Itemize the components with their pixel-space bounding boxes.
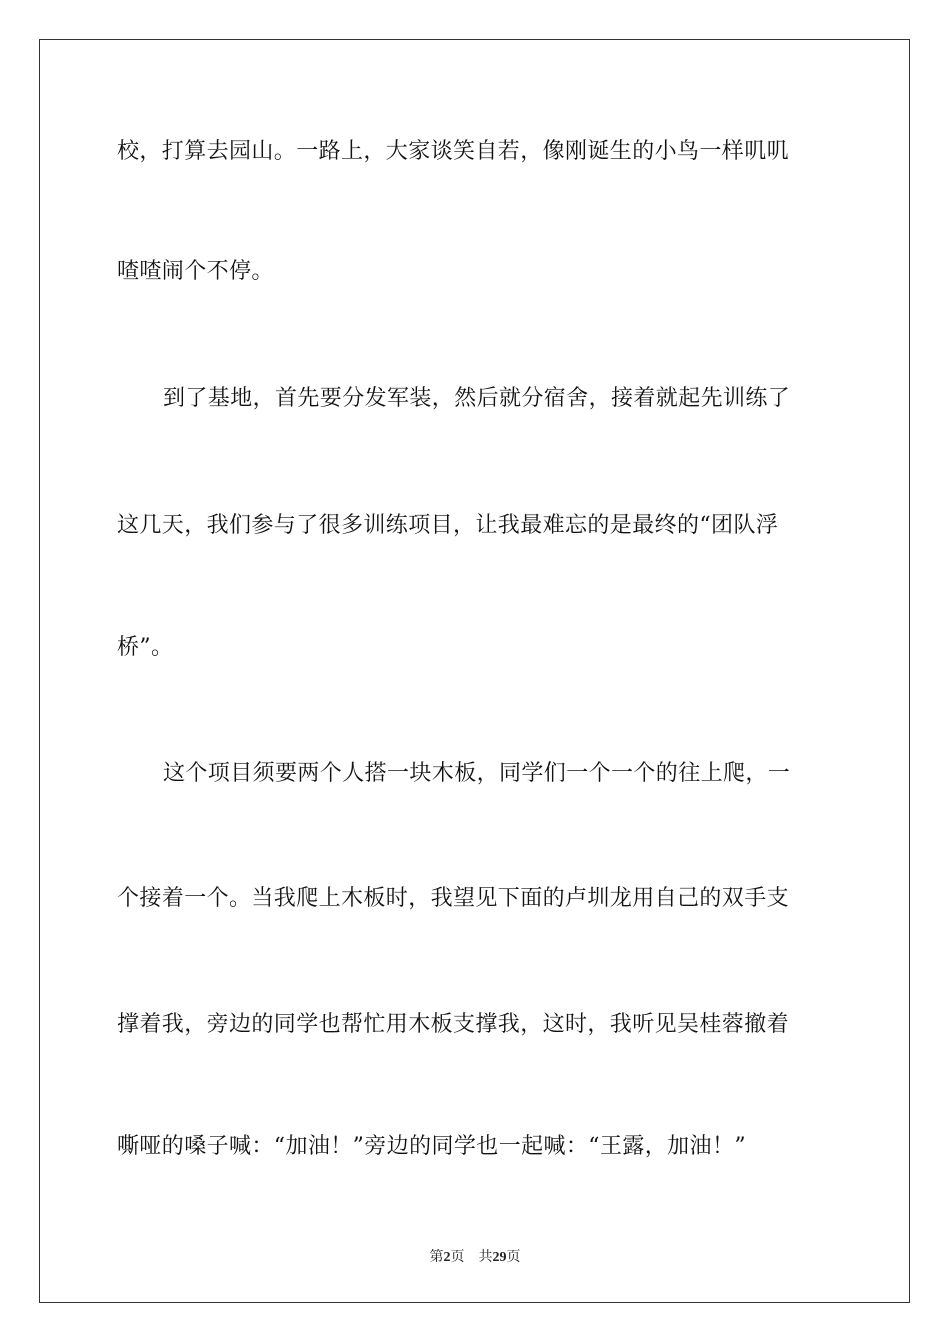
page-number: 2	[443, 1250, 451, 1265]
total-prefix: 共	[478, 1249, 493, 1265]
total-pages: 29	[492, 1250, 507, 1265]
text-line-8: 撑着我，旁边的同学也帮忙用木板支撑我，这时，我听见吴桂蓉撤着	[117, 1012, 790, 1037]
page-suffix: 页	[450, 1249, 465, 1265]
text-line-3: 到了基地，首先要分发军装，然后就分宿舍，接着就起先训练了	[163, 386, 791, 411]
page-prefix: 第	[429, 1249, 444, 1265]
page-border	[39, 39, 910, 1303]
total-suffix: 页	[506, 1249, 521, 1265]
text-line-5: 桥”。	[117, 635, 174, 660]
page-footer	[0, 1248, 950, 1267]
text-line-7: 个接着一个。当我爬上木板时，我望见下面的卢圳龙用自己的双手支	[117, 886, 790, 911]
text-line-2: 喳喳闹个不停。	[117, 259, 274, 284]
text-line-9: 嘶哑的嗓子喊：“加油！”旁边的同学也一起喊：“王露，加油！”	[117, 1134, 746, 1159]
text-line-6: 这个项目须要两个人搭一块木板，同学们一个一个的往上爬，一	[163, 761, 791, 786]
text-line-4: 这几天，我们参与了很多训练项目，让我最难忘的是最终的“团队浮	[117, 513, 779, 538]
text-line-1: 校，打算去园山。一路上，大家谈笑自若，像刚诞生的小鸟一样叽叽	[117, 139, 790, 164]
